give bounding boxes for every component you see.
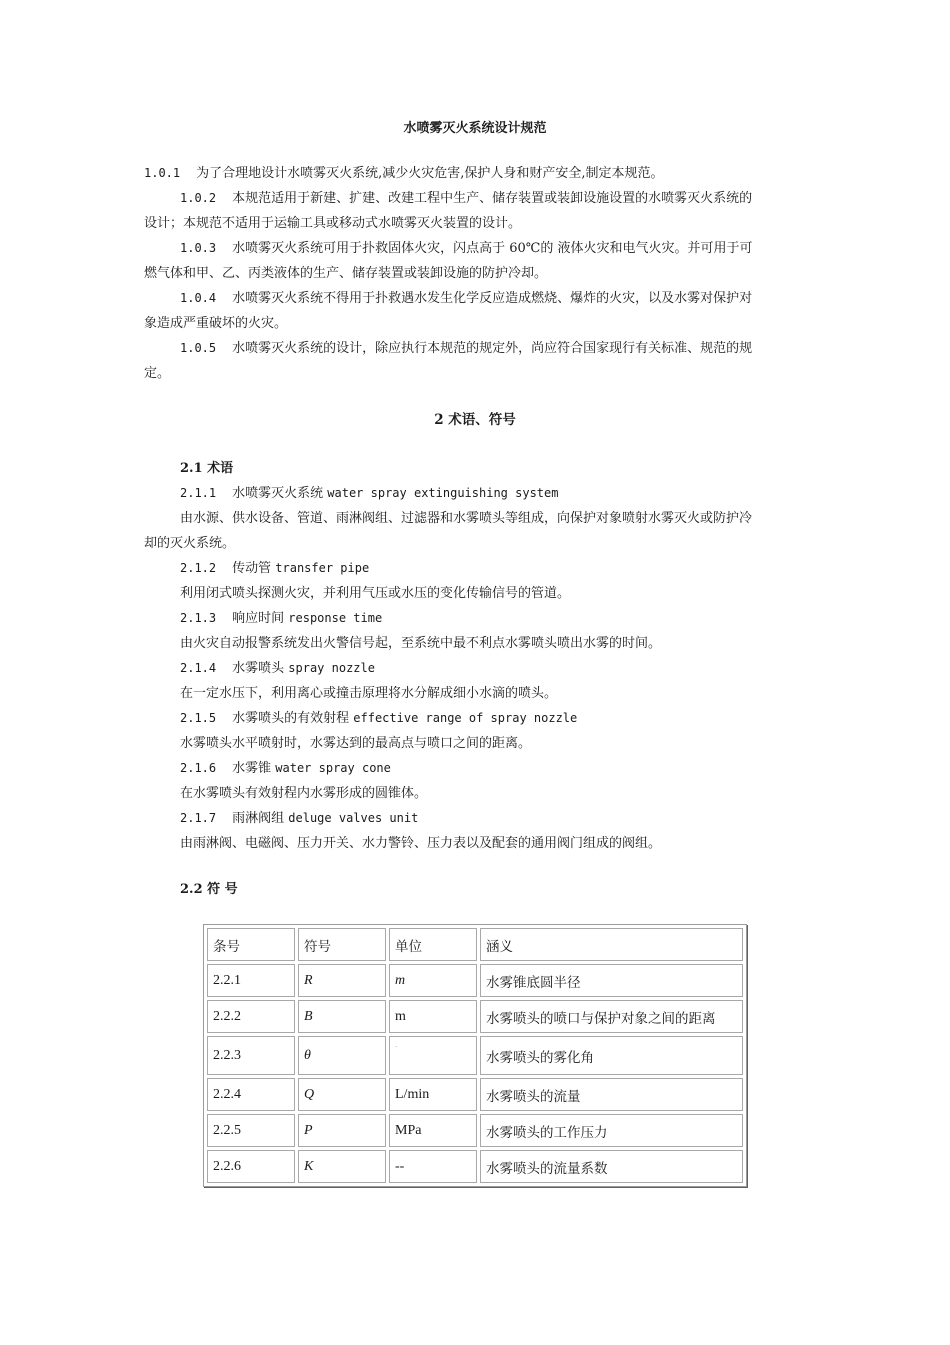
section-2-1-heading: 2.1 术语 — [180, 461, 234, 476]
term-2-1-1-def-cont: 却的灭火系统。 — [144, 536, 236, 551]
clause-1-0-3: 1.0.3 水喷雾灭火系统可用于扑救固体火灾，闪点高于 60℃的 液体火灾和电气火灾。并可用于可 — [180, 241, 753, 256]
clause-1-0-3-cont: 燃气体和甲、乙、丙类液体的生产、储存装置或装卸设施的防护冷却。 — [144, 266, 548, 281]
symbols-table — [203, 924, 747, 1187]
term-2-1-3: 2.1.3 响应时间 response time — [180, 611, 383, 626]
term-2-1-1: 2.1.1 水喷雾灭火系统 water spray extinguishing system — [180, 486, 559, 501]
table-row — [207, 1036, 743, 1075]
clause-cell: 2.2.1 — [207, 964, 295, 997]
symbol-cell: Q — [298, 1078, 386, 1111]
term-2-1-4-def: 在一定水压下，利用离心或撞击原理将水分解成细小水滴的喷头。 — [180, 686, 558, 701]
header-cell: 单位 — [389, 928, 477, 961]
header-cell: 条号 — [207, 928, 295, 961]
term-2-1-7-def: 由雨淋阀、电磁阀、压力开关、水力警铃、压力表以及配套的通用阀门组成的阀组。 — [180, 836, 662, 851]
unit-cell: -- — [389, 1150, 477, 1183]
meaning-cell: 水雾喷头的雾化角 — [480, 1036, 743, 1075]
unit-cell: m — [389, 964, 477, 997]
page-title: 水喷雾灭火系统设计规范 — [403, 121, 547, 136]
term-2-1-5: 2.1.5 水雾喷头的有效射程 effective range of spray nozzle — [180, 711, 578, 726]
header-cell: 涵义 — [480, 928, 743, 961]
clause-1-0-4-cont: 象造成严重破坏的火灾。 — [144, 316, 288, 331]
clause-1-0-2: 1.0.2 本规范适用于新建、扩建、改建工程中生产、储存装置或装卸设施设置的水喷雾灭火系统的 — [180, 191, 753, 206]
unit-cell: m — [389, 1000, 477, 1033]
symbol-cell: K — [298, 1150, 386, 1183]
meaning-cell: 水雾喷头的喷口与保护对象之间的距离 — [480, 1000, 743, 1033]
term-2-1-2-def: 利用闭式喷头探测火灾，并利用气压或水压的变化传输信号的管道。 — [180, 586, 571, 601]
clause-cell: 2.2.6 — [207, 1150, 295, 1183]
table-header-row — [207, 928, 743, 961]
unit-cell: L/min — [389, 1078, 477, 1111]
unit-cell: · — [389, 1036, 477, 1075]
clause-1-0-4: 1.0.4 水喷雾灭火系统不得用于扑救遇水发生化学反应造成燃烧、爆炸的火灾，以及水雾对保护对 — [180, 291, 753, 306]
clause-cell: 2.2.4 — [207, 1078, 295, 1111]
term-2-1-1-def: 由水源、供水设备、管道、雨淋阀组、过滤器和水雾喷头等组成，向保护对象喷射水雾灭火或防护冷 — [180, 511, 753, 526]
meaning-cell: 水雾喷头的流量系数 — [480, 1150, 743, 1183]
table-row — [207, 1000, 743, 1033]
symbol-cell: P — [298, 1114, 386, 1147]
clause-cell: 2.2.5 — [207, 1114, 295, 1147]
table-row — [207, 1150, 743, 1183]
clause-cell: 2.2.3 — [207, 1036, 295, 1075]
term-2-1-4: 2.1.4 水雾喷头 spray nozzle — [180, 661, 375, 676]
unit-cell: MPa — [389, 1114, 477, 1147]
clause-1-0-1: 1.0.1 为了合理地设计水喷雾灭火系统,减少火灾危害,保护人身和财产安全,制定本规范。 — [144, 166, 664, 181]
term-2-1-3-def: 由火灾自动报警系统发出火警信号起，至系统中最不利点水雾喷头喷出水雾的时间。 — [180, 636, 662, 651]
clause-1-0-2-cont: 设计；本规范不适用于运输工具或移动式水喷雾灭火装置的设计。 — [144, 216, 522, 231]
term-2-1-5-def: 水雾喷头水平喷射时，水雾达到的最高点与喷口之间的距离。 — [180, 736, 532, 751]
clause-cell: 2.2.2 — [207, 1000, 295, 1033]
chapter-2-heading: 2 术语、符号 — [434, 412, 516, 428]
table-row — [207, 1114, 743, 1147]
clause-1-0-5-cont: 定。 — [144, 366, 171, 381]
term-2-1-2: 2.1.2 传动管 transfer pipe — [180, 561, 370, 576]
section-2-2-heading: 2.2 符 号 — [180, 882, 238, 897]
symbol-cell: R — [298, 964, 386, 997]
table-row — [207, 964, 743, 997]
clause-1-0-5: 1.0.5 水喷雾灭火系统的设计，除应执行本规范的规定外，尚应符合国家现行有关标准、规范的规 — [180, 341, 753, 356]
term-2-1-6: 2.1.6 水雾锥 water spray cone — [180, 761, 391, 776]
header-cell: 符号 — [298, 928, 386, 961]
meaning-cell: 水雾喷头的工作压力 — [480, 1114, 743, 1147]
term-2-1-6-def: 在水雾喷头有效射程内水雾形成的圆锥体。 — [180, 786, 428, 801]
term-2-1-7: 2.1.7 雨淋阀组 deluge valves unit — [180, 811, 419, 826]
meaning-cell: 水雾锥底圆半径 — [480, 964, 743, 997]
meaning-cell: 水雾喷头的流量 — [480, 1078, 743, 1111]
symbol-cell: B — [298, 1000, 386, 1033]
table-row — [207, 1078, 743, 1111]
symbol-cell: θ — [298, 1036, 386, 1075]
